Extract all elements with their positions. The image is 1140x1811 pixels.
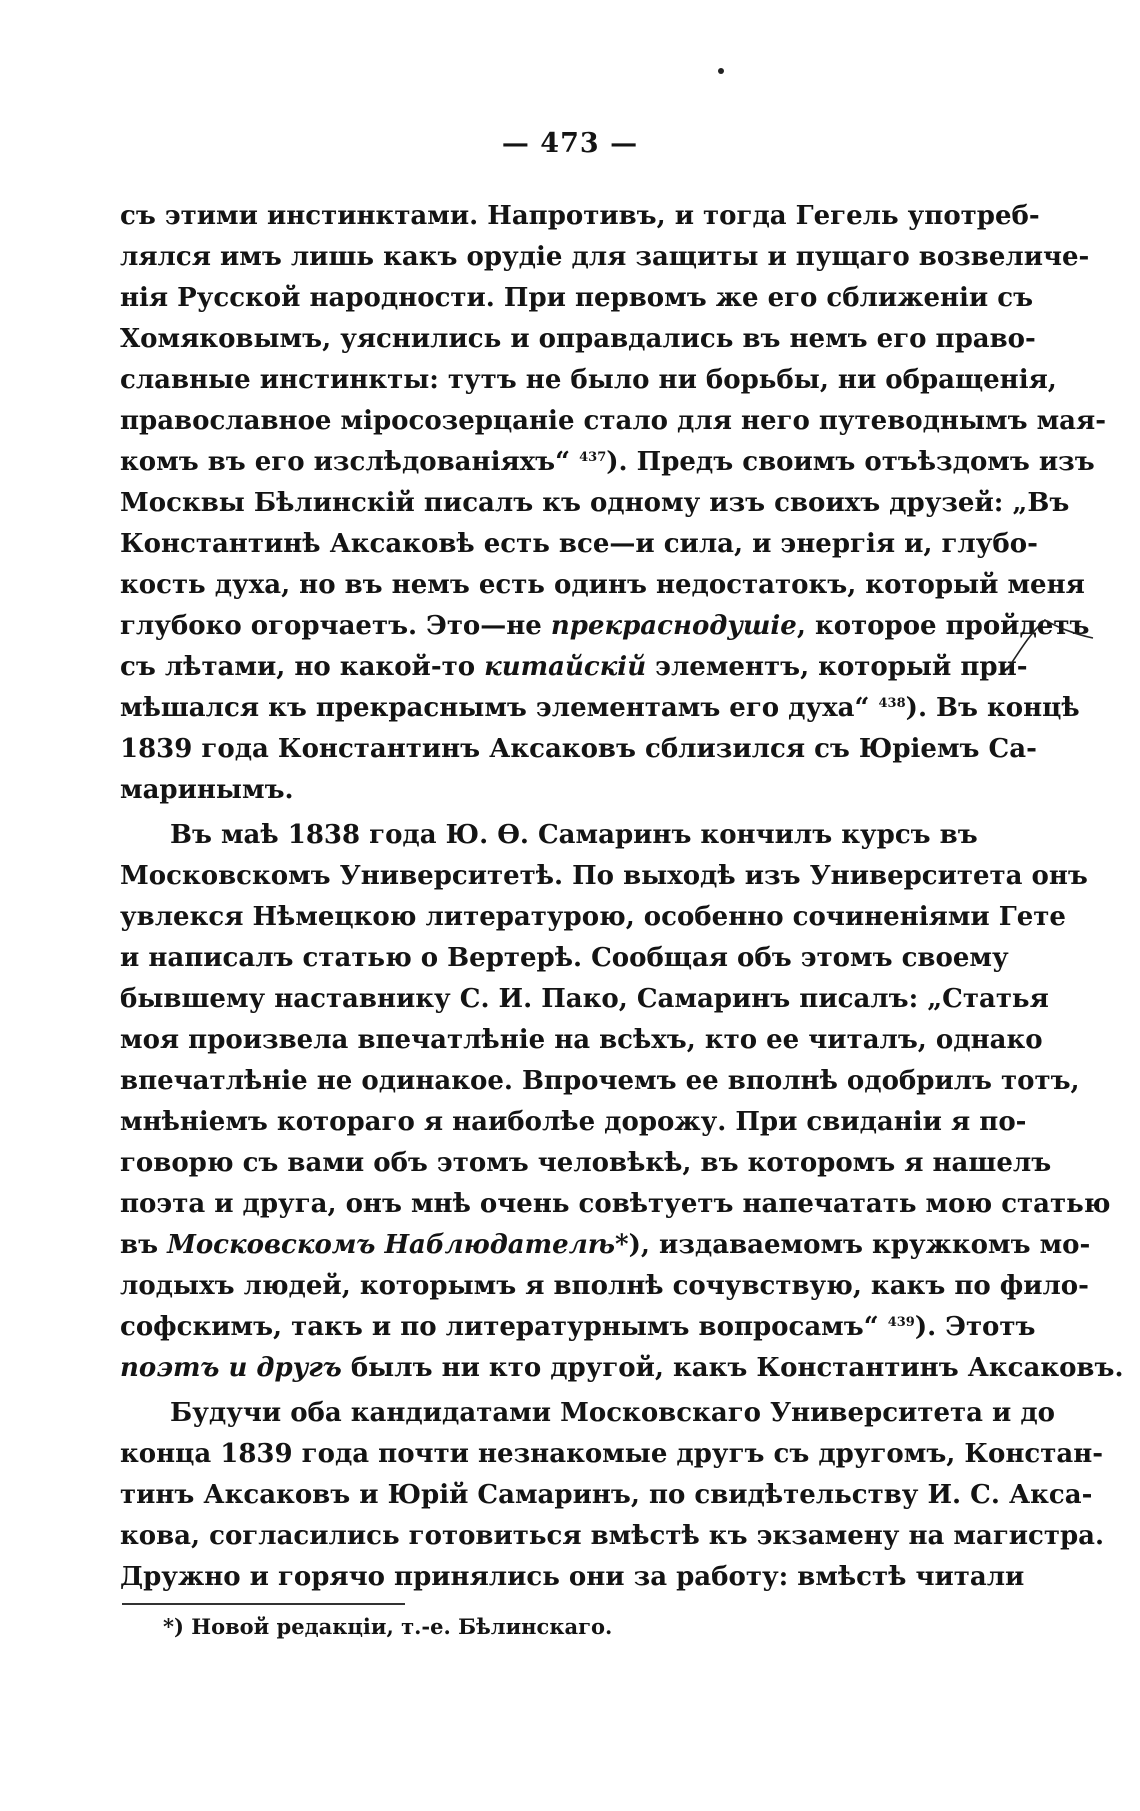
text-span: комъ въ его изслѣдованіяхъ“ bbox=[120, 447, 580, 477]
text-span: глубоко огорчаетъ. Это—не bbox=[120, 611, 551, 641]
footnote-rule bbox=[122, 1603, 405, 1605]
text-line bbox=[120, 401, 1107, 442]
text-span: нія Русской народности. При первомъ же его сближеніи съ bbox=[120, 283, 1034, 313]
text-line bbox=[120, 360, 1057, 401]
text-span: ). Этотъ bbox=[914, 1312, 1036, 1342]
text-line bbox=[120, 1348, 1124, 1389]
text-span: кость духа, но въ немъ есть одинъ недостатокъ, который меня bbox=[120, 570, 1085, 600]
text-line bbox=[120, 1020, 1043, 1061]
text-span: поэта и друга, онъ мнѣ очень совѣтуетъ напечатать мою статью bbox=[120, 1189, 1111, 1219]
text-span: Будучи оба кандидатами Московскаго Университета и до bbox=[170, 1398, 1056, 1428]
paragraph bbox=[120, 815, 1124, 1389]
text-span: моя произвела впечатлѣніе на всѣхъ, кто ее читалъ, однако bbox=[120, 1025, 1043, 1055]
footnote: *) Новой редакціи, т.-е. Бѣлинскаго. bbox=[163, 1614, 613, 1639]
text-span: славные инстинкты: тутъ не было ни борьбы, ни обращенія, bbox=[120, 365, 1057, 395]
text-span: кова, согласились готовиться вмѣстѣ къ экзамену на магистра. bbox=[120, 1521, 1105, 1551]
text-line bbox=[120, 647, 1028, 688]
text-line bbox=[120, 856, 1088, 897]
text-span: тинъ Аксаковъ и Юрій Самаринъ, по свидѣтельству И. С. Акса- bbox=[120, 1480, 1093, 1510]
text-span: 1839 года Константинъ Аксаковъ сблизился съ Юріемъ Са- bbox=[120, 734, 1037, 764]
text-span: лялся имъ лишь какъ орудіе для защиты и пущаго возвеличе- bbox=[120, 242, 1090, 272]
text-span: и написалъ статью о Вертерѣ. Сообщая объ этомъ своему bbox=[120, 943, 1009, 973]
paragraph bbox=[120, 1393, 1105, 1598]
text-span: Дружно и горячо принялись они за работу: вмѣстѣ читали bbox=[120, 1562, 1025, 1592]
text-line bbox=[120, 938, 1009, 979]
text-line bbox=[120, 1516, 1105, 1557]
text-line bbox=[120, 1475, 1093, 1516]
text-line bbox=[120, 606, 1090, 647]
text-span: Въ маѣ 1838 года Ю. Ѳ. Самаринъ кончилъ курсъ въ bbox=[170, 820, 978, 850]
text-span: увлекся Нѣмецкою литературою, особенно сочиненіями Гете bbox=[120, 902, 1066, 932]
text-span: бывшему наставнику С. И. Пако, Самаринъ писалъ: „Статья bbox=[120, 984, 1049, 1014]
text-span: ). Въ концѣ bbox=[905, 693, 1080, 723]
text-span: *), издаваемомъ кружкомъ мо- bbox=[615, 1230, 1091, 1260]
citation-number: 439 bbox=[887, 1315, 915, 1330]
text-span: съ этими инстинктами. Напротивъ, и тогда Гегель употреб- bbox=[120, 201, 1040, 231]
italic-text: китайскій bbox=[484, 652, 647, 682]
text-span: ). Предъ своимъ отъѣздомъ изъ bbox=[606, 447, 1095, 477]
text-span: былъ ни кто другой, какъ Константинъ Аксаковъ. bbox=[341, 1353, 1124, 1383]
text-span: мѣшался къ прекраснымъ элементамъ его духа“ bbox=[120, 693, 879, 723]
text-span: , которое пройдетъ bbox=[796, 611, 1090, 641]
text-line bbox=[120, 319, 1036, 360]
italic-text: прекраснодушіе bbox=[550, 611, 797, 641]
text-line bbox=[120, 1184, 1111, 1225]
italic-text: Московскомъ Наблюдателѣ bbox=[167, 1230, 616, 1260]
citation-number: 438 bbox=[878, 696, 906, 711]
text-span: софскимъ, такъ и по литературнымъ вопросамъ“ bbox=[120, 1312, 888, 1342]
text-span: Москвы Бѣлинскій писалъ къ одному изъ своихъ друзей: „Въ bbox=[120, 488, 1070, 518]
text-line bbox=[120, 278, 1034, 319]
text-line bbox=[120, 1225, 1091, 1266]
text-span: Московскомъ Университетѣ. По выходѣ изъ Университета онъ bbox=[120, 861, 1088, 891]
text-span: говорю съ вами объ этомъ человѣкѣ, въ которомъ я нашелъ bbox=[120, 1148, 1052, 1178]
text-span: конца 1839 года почти незнакомые другъ съ другомъ, Констан- bbox=[120, 1439, 1104, 1469]
text-span: Константинѣ Аксаковѣ есть все—и сила, и энергія и, глубо- bbox=[120, 529, 1038, 559]
citation-number: 437 bbox=[579, 450, 607, 465]
text-line bbox=[120, 1557, 1025, 1598]
text-line bbox=[120, 237, 1090, 278]
text-line bbox=[120, 565, 1085, 606]
text-line bbox=[120, 1061, 1080, 1102]
text-line bbox=[120, 1266, 1089, 1307]
text-span: лодыхъ людей, которымъ я вполнѣ сочувствую, какъ по фило- bbox=[120, 1271, 1089, 1301]
text-span: Хомяковымъ, уяснились и оправдались въ немъ его право- bbox=[120, 324, 1036, 354]
text-line bbox=[120, 1102, 1027, 1143]
text-line bbox=[120, 524, 1038, 565]
page-number: — 473 — bbox=[501, 128, 639, 159]
text-line bbox=[120, 442, 1095, 483]
text-line bbox=[120, 1143, 1052, 1184]
text-span: православное міросозерцаніе стало для него путеводнымъ мая- bbox=[120, 406, 1107, 436]
text-span: впечатлѣніе не одинакое. Впрочемъ ее вполнѣ одобрилъ тотъ, bbox=[120, 1066, 1080, 1096]
text-span: маринымъ. bbox=[120, 775, 294, 805]
text-line bbox=[120, 1393, 1056, 1434]
text-line bbox=[120, 979, 1049, 1020]
text-line bbox=[120, 196, 1040, 237]
text-span: элементъ, который при- bbox=[646, 652, 1028, 682]
paragraph bbox=[120, 196, 1107, 811]
text-line bbox=[120, 1307, 1036, 1348]
text-span: мнѣніемъ котораго я наиболѣе дорожу. При свиданіи я по- bbox=[120, 1107, 1027, 1137]
text-line bbox=[120, 483, 1070, 524]
text-line bbox=[120, 1434, 1104, 1475]
text-line bbox=[120, 688, 1080, 729]
text-line bbox=[120, 729, 1037, 770]
margin-pencil-mark bbox=[1005, 612, 1095, 672]
ink-dot bbox=[718, 68, 724, 74]
text-line bbox=[120, 815, 978, 856]
body-text bbox=[120, 196, 1124, 1598]
text-line bbox=[120, 897, 1066, 938]
text-line bbox=[120, 770, 968, 811]
italic-text: поэтъ и другъ bbox=[120, 1353, 342, 1383]
text-span: въ bbox=[120, 1230, 168, 1260]
text-span: съ лѣтами, но какой-то bbox=[120, 652, 485, 682]
